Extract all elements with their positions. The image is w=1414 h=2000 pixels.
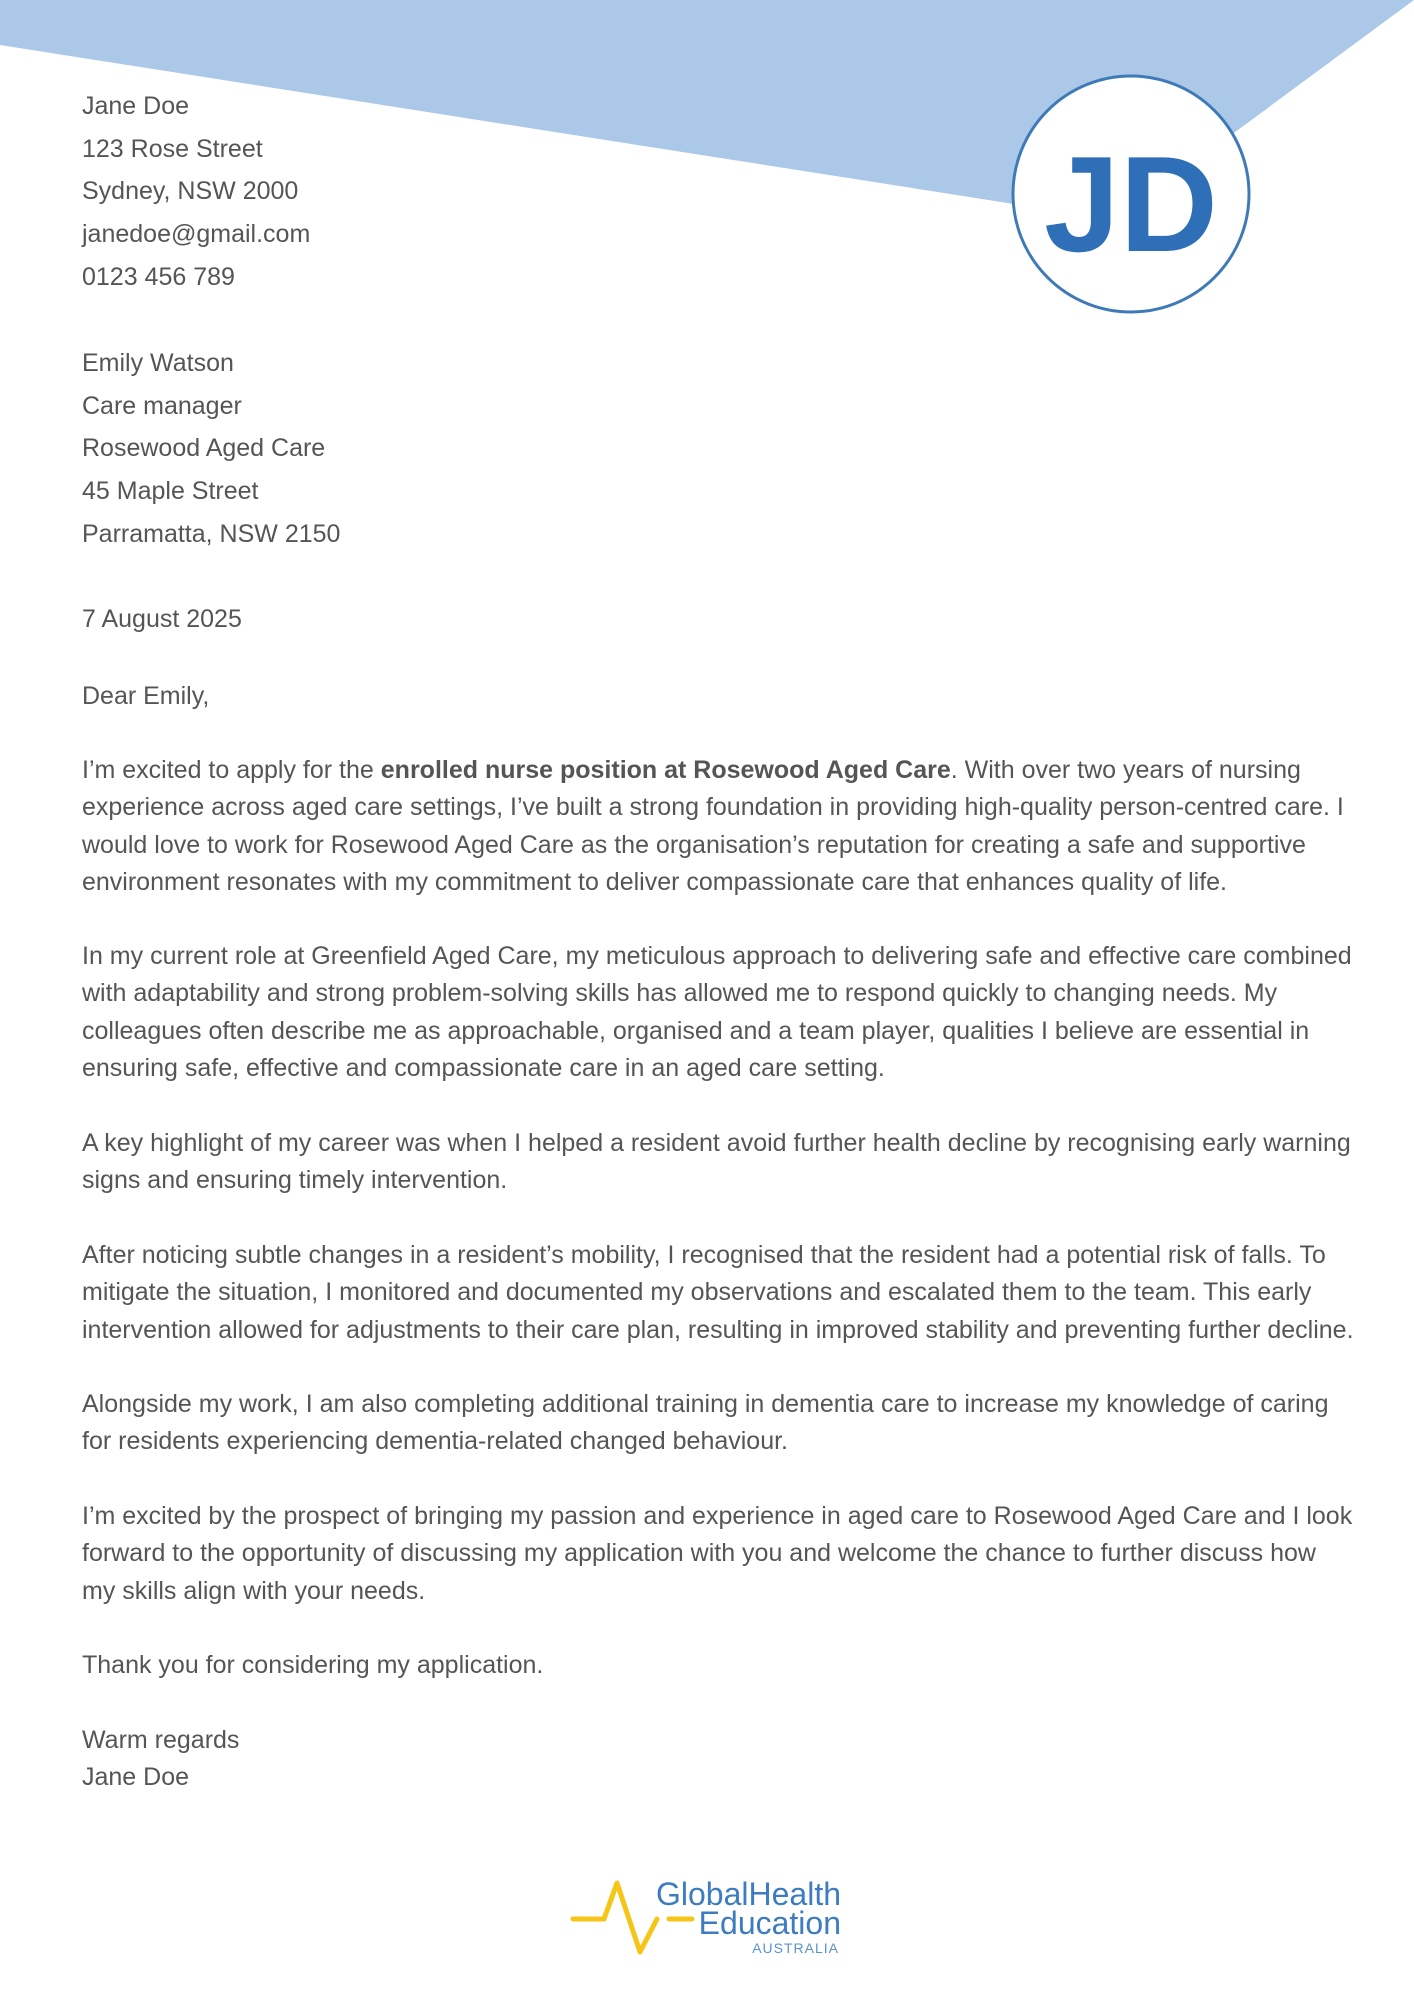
intro-tail: . With over two years of nursing <box>950 756 1301 784</box>
sender-email: janedoe@gmail.com <box>82 220 311 249</box>
paragraph-example <box>82 1237 1354 1349</box>
paragraph-intro <box>82 752 1344 902</box>
closing-phrase: Warm regards <box>82 1726 240 1754</box>
recipient-street: 45 Maple Street <box>82 477 259 506</box>
signature-name: Jane Doe <box>82 1763 190 1792</box>
monogram: JD <box>1044 128 1218 280</box>
sender-details <box>82 85 310 299</box>
paragraph-line: ensuring safe, effective and compassionate care in an aged care setting. <box>82 1054 885 1083</box>
paragraph-line: signs and ensuring timely intervention. <box>82 1166 508 1195</box>
salutation: Dear Emily, <box>82 682 210 710</box>
paragraph-highlight <box>82 1125 1351 1200</box>
recipient-organisation: Rosewood Aged Care <box>82 434 326 463</box>
paragraph-line: colleagues often describe me as approachable, organised and a team player, qualities I believe are essential in <box>82 1016 1310 1045</box>
letter-date: 7 August 2025 <box>82 605 242 633</box>
sender-name: Jane Doe <box>82 92 190 120</box>
sender-street: 123 Rose Street <box>82 134 263 163</box>
recipient-details <box>82 342 340 556</box>
paragraph-line: for residents experiencing dementia-related changed behaviour. <box>82 1427 789 1456</box>
sender-city: Sydney, NSW 2000 <box>82 177 299 206</box>
paragraph-line: In my current role at Greenfield Aged Care, my meticulous approach to delivering safe and effective care combined <box>82 942 1352 970</box>
paragraph-line: I’m excited by the prospect of bringing my passion and experience in aged care to Rosewood Aged Care and I look <box>82 1502 1353 1530</box>
paragraph-line <box>82 752 1344 789</box>
logo-line-globalhealth: GlobalHealth <box>656 1876 841 1912</box>
paragraph-line: Alongside my work, I am also completing additional training in dementia care to increase my knowledge of caring <box>82 1390 1329 1418</box>
paragraph-training <box>82 1386 1328 1461</box>
sign-off <box>82 1722 239 1797</box>
paragraph-line: After noticing subtle changes in a resident’s mobility, I recognised that the resident had a potential risk of falls. To <box>82 1241 1326 1269</box>
paragraph-line: mitigate the situation, I monitored and documented my observations and escalated them to the team. This early <box>82 1278 1312 1307</box>
logo-line-australia: AUSTRALIA <box>752 1940 839 1956</box>
paragraph-line: A key highlight of my career was when I helped a resident avoid further health decline by recognising early warning <box>82 1129 1351 1157</box>
paragraph-closing <box>82 1498 1352 1610</box>
logo-line-education: Education <box>698 1905 841 1941</box>
intro-lead: I’m excited to apply for the <box>82 756 381 784</box>
intro-emphasis: enrolled nurse position at Rosewood Aged Care <box>380 756 951 784</box>
paragraph-current-role <box>82 938 1352 1088</box>
paragraph-line: would love to work for Rosewood Aged Care as the organisation’s reputation for creating a safe and supportive <box>82 830 1306 859</box>
recipient-title: Care manager <box>82 391 242 420</box>
paragraph-line: experience across aged care settings, I’ve built a strong foundation in providing high-quality person-centred care. I <box>82 793 1344 822</box>
paragraph-line: with adaptability and strong problem-solving skills has allowed me to respond quickly to changing needs. My <box>82 979 1278 1008</box>
paragraph-line: my skills align with your needs. <box>82 1576 426 1605</box>
sender-phone: 0123 456 789 <box>82 262 235 291</box>
footer-logo <box>560 1870 860 1970</box>
paragraph-line: forward to the opportunity of discussing my application with you and welcome the chance to further discuss how <box>82 1539 1316 1568</box>
thanks-line: Thank you for considering my application. <box>82 1651 544 1679</box>
recipient-city: Parramatta, NSW 2150 <box>82 519 341 548</box>
paragraph-line: environment resonates with my commitment to deliver compassionate care that enhances quality of life. <box>82 868 1227 897</box>
paragraph-line: intervention allowed for adjustments to their care plan, resulting in improved stability and preventing further decline. <box>82 1315 1354 1344</box>
recipient-name: Emily Watson <box>82 349 234 377</box>
